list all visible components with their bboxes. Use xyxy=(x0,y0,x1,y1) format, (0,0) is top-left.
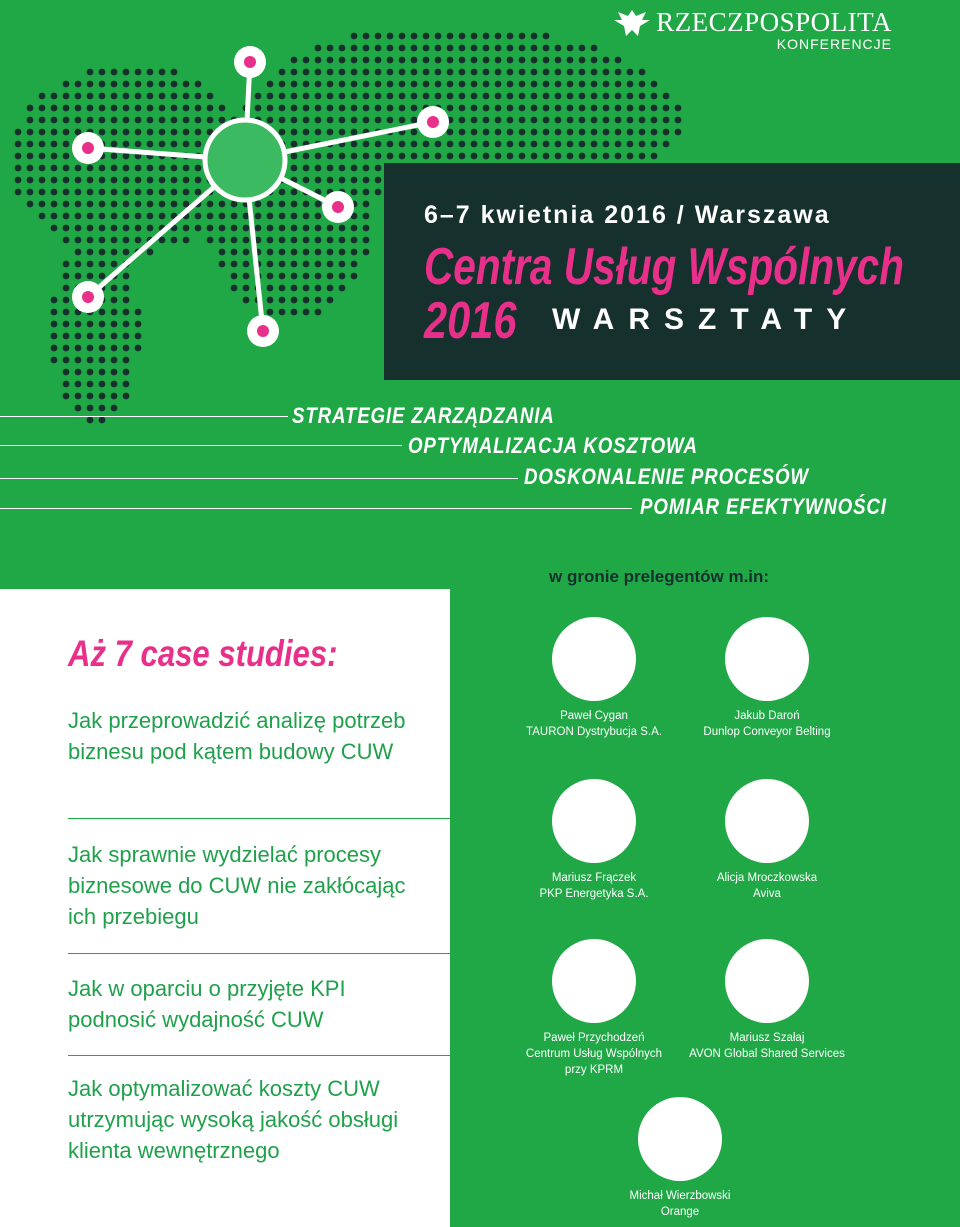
divider xyxy=(68,818,450,819)
topic-efficiency: POMIAR EFEKTYWNOŚCI xyxy=(640,494,887,519)
logo-subtitle: KONFERENCJE xyxy=(776,36,892,53)
speaker-company: Aviva xyxy=(753,888,781,900)
topic-line xyxy=(0,445,402,446)
speaker-name: Jakub Daroń xyxy=(734,710,800,722)
speaker-photo xyxy=(552,779,636,863)
speaker-name: Alicja Mroczkowska xyxy=(716,872,818,884)
case-study-item: Jak w oparciu o przyjęte KPI podnosić wydajność CUW xyxy=(68,976,346,1032)
event-title-box xyxy=(384,163,960,380)
speaker-photo xyxy=(638,1097,722,1181)
speaker-name: Paweł Przychodzeń xyxy=(543,1032,645,1044)
speakers-heading: w gronie prelegentów m.in: xyxy=(549,567,770,586)
speaker-card xyxy=(657,939,877,1062)
topic-costs: OPTYMALIZACJA KOSZTOWA xyxy=(408,433,698,458)
case-study-item: Jak przeprowadzić analizę potrzeb biznesu pod kątem budowy CUW xyxy=(68,708,406,764)
speaker-photo xyxy=(552,939,636,1023)
speaker-company: Dunlop Conveyor Belting xyxy=(703,726,831,738)
speaker-company: TAURON Dystrybucja S.A. xyxy=(526,726,662,738)
speaker-company: PKP Energetyka S.A. xyxy=(539,888,649,900)
speaker-card xyxy=(657,617,877,740)
speaker-photo xyxy=(725,617,809,701)
logo-wordmark: RZECZPOSPOLITA xyxy=(656,7,892,37)
divider xyxy=(68,1055,450,1056)
speaker-name: Mariusz Szałaj xyxy=(729,1032,805,1044)
speaker-photo xyxy=(552,617,636,701)
speaker-photo xyxy=(725,779,809,863)
speaker-card xyxy=(657,779,877,902)
event-year: 2016 xyxy=(424,292,517,350)
speaker-company: Orange xyxy=(660,1206,700,1218)
speaker-name: Michał Wierzbowski xyxy=(629,1190,731,1202)
event-type: WARSZTATY xyxy=(552,303,861,336)
topic-strategy: STRATEGIE ZARZĄDZANIA xyxy=(292,403,555,428)
divider xyxy=(68,953,450,954)
speaker-name: Mariusz Frączek xyxy=(551,872,637,884)
topic-line xyxy=(0,478,518,479)
speaker-name: Paweł Cygan xyxy=(560,710,628,722)
speaker-card xyxy=(570,1097,790,1220)
eagle-icon xyxy=(612,6,652,40)
speaker-photo xyxy=(725,939,809,1023)
case-studies-panel xyxy=(0,589,450,1227)
case-study-item: Jak optymalizować koszty CUW utrzymując wysoką jakość obsługi klienta wewnętrznego xyxy=(68,1076,399,1163)
case-study-item: Jak sprawnie wydzielać procesy biznesowe do CUW nie zakłócając ich przebiegu xyxy=(68,842,406,929)
topic-line xyxy=(0,508,632,509)
case-studies-title: Aż 7 case studies: xyxy=(68,633,338,674)
topic-line xyxy=(0,416,288,417)
speaker-company: Centrum Usług Wspólnych przy KPRM xyxy=(525,1048,663,1076)
topic-processes: DOSKONALENIE PROCESÓW xyxy=(524,464,809,489)
event-title: Centra Usług Wspólnych xyxy=(424,238,905,296)
speaker-company: AVON Global Shared Services xyxy=(689,1048,845,1060)
rzeczpospolita-logo xyxy=(656,6,892,52)
event-date: 6–7 kwietnia 2016 / Warszawa xyxy=(424,201,831,229)
